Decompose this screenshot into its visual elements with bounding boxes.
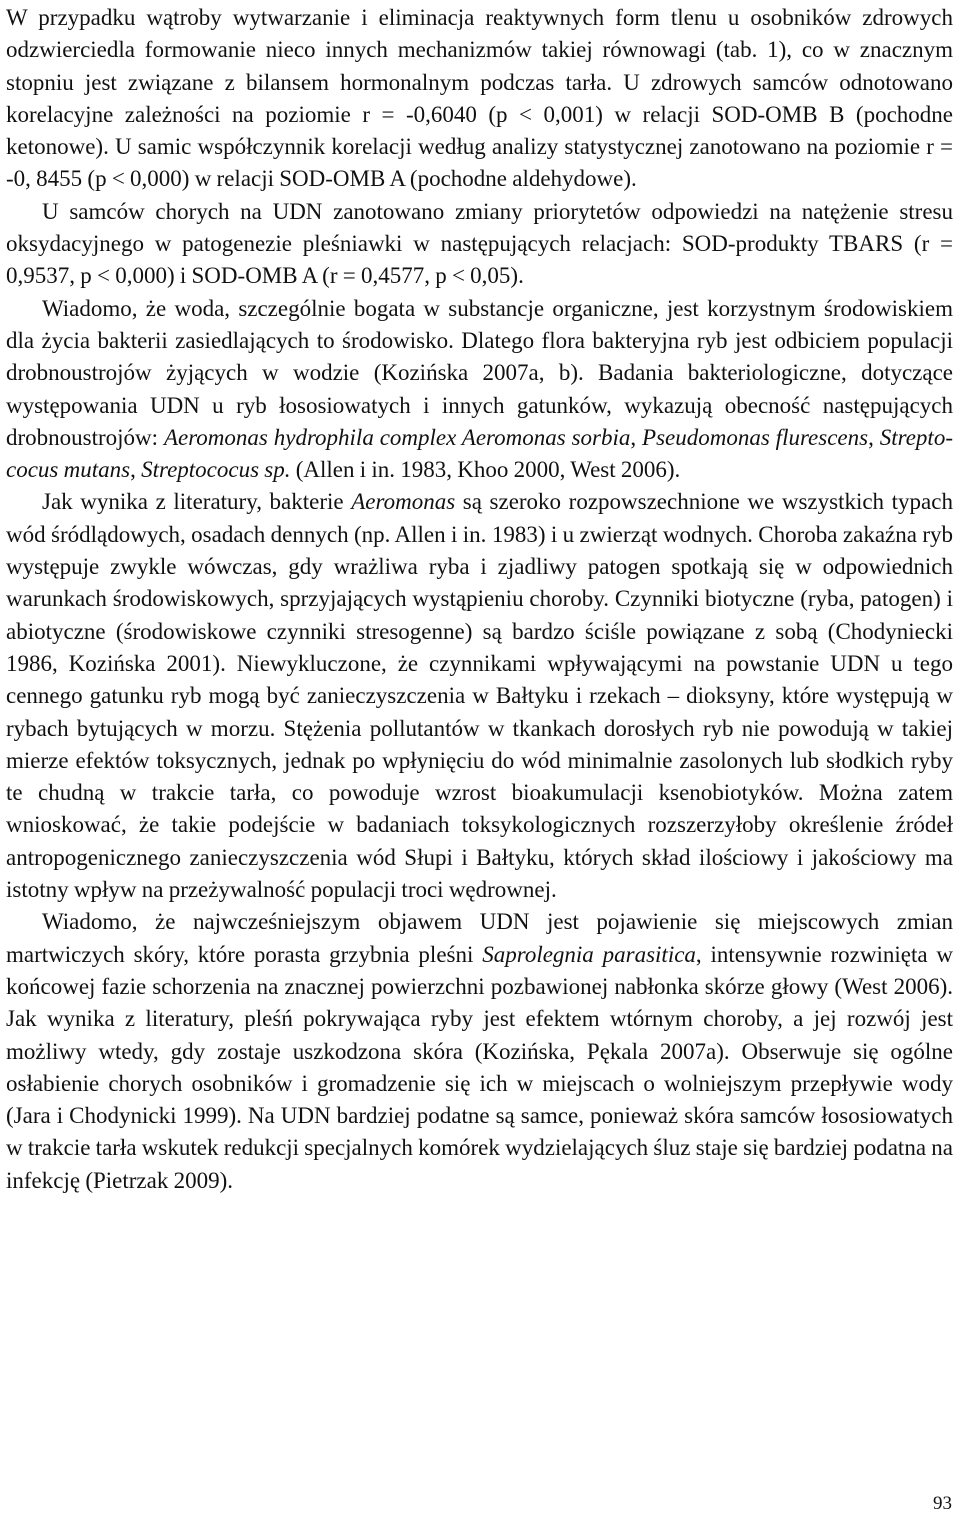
text-segment: Wiadomo, że woda, szczególnie bogata w substancje organiczne, jest korzystnym środowiskiem dla życia bakterii zasiedlających to środowisko. Dlatego flora bakteryjna ryb jest odbiciem populacji drobnoustrojów żyjących w wodzie (Kozińska 2007a, b). Badania bakteriologiczne, dotyczące występowania UDN u ryb łososiowatych i innych gatunków, wykazują obecność następujących drobnoustrojów: [6, 295, 953, 450]
paragraph-4 [6, 486, 953, 906]
text-segment: , [130, 457, 142, 483]
text-segment: są szeroko rozpowszechnione we wszystkich typach wód śródlądowych, osadach dennych (np. Allen i in. 1983) i u zwierząt wodnych. Choroba zakaźna ryb występuje zwykle wówczas, gdy wrażliwa ryba i zjadliwy patogen spotkają się w odpowiednich warunkach środowiskowych, sprzyjających wystąpieniu choroby. Czynniki biotyczne (ryba, patogen) i abiotyczne (środowiskowe czynniki stresogenne) są bardzo ściśle powiązane z sobą (Chodyniecki 1986, Kozińska 2001). Niewykluczone, że czynnikami wpływającymi na powstanie UDN u tego cennego gatunku ryb mogą być zanieczyszczenia w Bałtyku i rzekach – dioksyny, które występują w rybach bytujących w morzu. Stężenia pollutantów w tkankach dorosłych ryb nie powodują w takiej mierze efektów toksycznych, jednak po wpłynięciu do wód minimalnie zasolonych lub słodkich ryby te chudną w trakcie tarła, co powoduje wzrost bioakumulacji ksenobiotyków. Można zatem wnioskować, że takie podejście w badaniach toksykologicznych rozszerzyłoby określenie źródeł antropogenicznego zanieczyszczenia wód Słupi i Bałtyku, których skład ilościowy i jakościowy ma istotny wpływ na przeżywalność populacji troci wędrownej. [6, 489, 953, 903]
paragraph-3 [6, 293, 953, 487]
body-text [6, 2, 953, 1197]
text-segment: Jak wynika z literatury, bakterie [42, 489, 352, 515]
species-name: Aeromonas hydrophila complex Aeromonas sorbia [163, 424, 631, 450]
document-page [6, 2, 953, 1197]
text-segment: Wiadomo, że najwcześniejszym objawem UDN jest pojawienie się miejscowych zmian martwiczych skóry, które porasta grzybnia pleśni [6, 909, 953, 967]
paragraph-2 [6, 196, 953, 293]
paragraph-1 [6, 2, 953, 196]
text-segment: , [630, 424, 643, 450]
species-name: Streptococus mutans [6, 424, 953, 483]
text-segment: , intensywnie rozwinięta w końcowej fazie schorzenia na znacznej powierzchni pozbawionej nabłonka skórze głowy (West 2006). Jak wynika z literatury, pleśń pokrywająca ryby jest efektem wtórnym choroby, a jej rozwój jest możliwy wtedy, gdy zostaje uszkodzona skóra (Kozińska, Pękala 2007a). Obserwuje się ogólne osłabienie chorych osobników i gromadzenie się ich w miejscach o wolniejszym przepływie wody (Jara i Chodynicki 1999). Na UDN bardziej podatne są samce, ponieważ skóra samców łososiowatych w trakcie tarła wskutek redukcji specjalnych komórek wydzielających śluz staje się bardziej podatna na infekcję (Pietrzak 2009). [6, 941, 953, 1193]
species-name: Saprolegnia parasitica [482, 941, 696, 967]
text-segment: (Allen i in. 1983, Khoo 2000, West 2006). [290, 457, 681, 483]
species-name: Streptococus sp. [141, 457, 291, 483]
text-segment: W przypadku wątroby wytwarzanie i eliminacja reaktywnych form tlenu u osobników zdrowych odzwierciedla formowanie nieco innych mechanizmów takiej równowagi (tab. 1), co w znacznym stopniu jest związane z bilansem hormonalnym podczas tarła. U zdrowych samców odnotowano korelacyjne zależności na poziomie r = -0,6040 (p < 0,001) w relacji SOD-OMB B (pochodne ketonowe). U samic współczynnik korelacji według analizy statystycznej zanotowano na poziomie r = -0, 8455 (p < 0,000) w relacji SOD-OMB A (pochodne aldehydowe). [6, 5, 953, 192]
genus-name: Aeromonas [351, 489, 456, 515]
species-name: Pseudomonas flurescens [642, 424, 869, 450]
text-segment: U samców chorych na UDN zanotowano zmiany priorytetów odpowiedzi na natężenie stresu oksydacyjnego w patogenezie pleśniawki w następujących relacjach: SOD-produkty TBARS (r = 0,9537, p < 0,000) i SOD-OMB A (r = 0,4577, p < 0,05). [6, 198, 953, 289]
paragraph-5 [6, 906, 953, 1197]
page-number: 93 [933, 1493, 952, 1514]
text-segment: , [868, 424, 880, 450]
